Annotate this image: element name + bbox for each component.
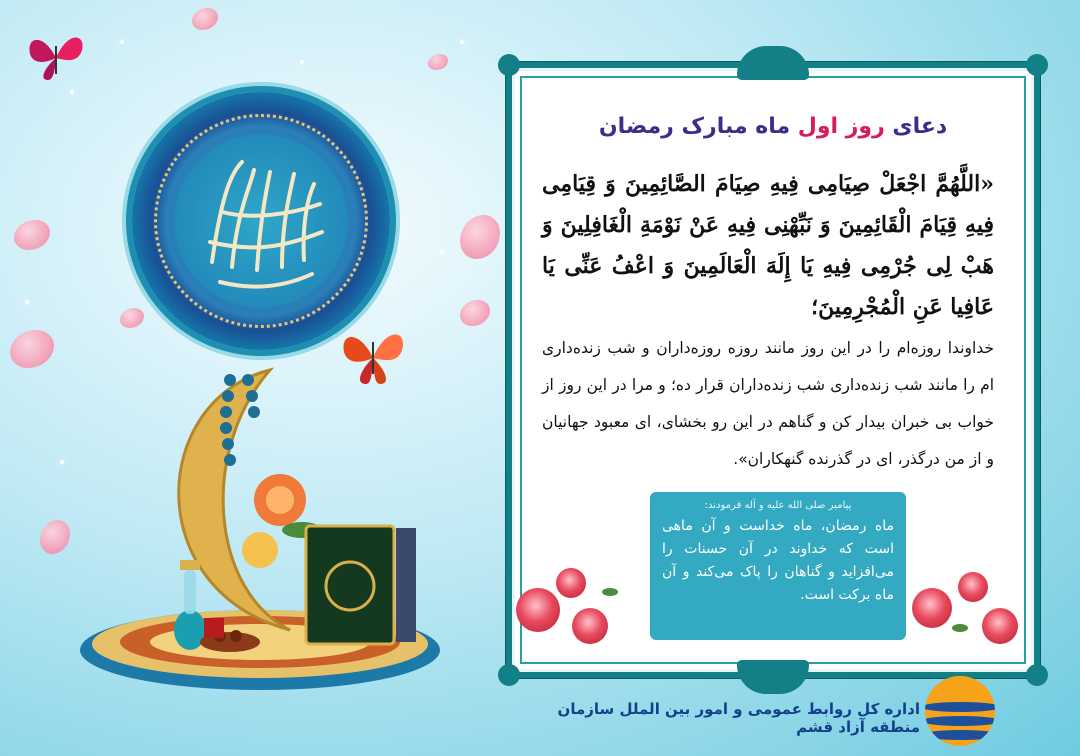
dua-translation: خداوندا روزه‌ام را در این روز مانند روزه روزه‌داران و شب زنده‌داری ام را مانند شب زنده‌داری شب زنده‌داران قرار ده؛ و مرا در این روز از خواب بی خبران بیدار کن و گناهم در این رو بخشای، ای معبود جهانیان و از من درگذر، ای در گذرنده گنهکاران». <box>542 339 994 468</box>
dua-frame <box>506 62 1040 678</box>
sparkle <box>60 460 64 464</box>
sparkle <box>120 40 124 44</box>
rose-decoration <box>572 608 608 644</box>
hadith-box <box>650 492 906 640</box>
rose-decoration <box>556 568 586 598</box>
frame-ornament-bottom <box>737 660 809 694</box>
dua-text: «اللَّهُمَّ اجْعَلْ صِيَامِی فِيهِ صِيَامَ الصَّائِمِينَ وَ قِيَامِی فِيهِ قِيَامَ الْقَائِمِينَ وَ نَبِّهْنِی فِيهِ عَنْ نَوْمَةِ الْغَافِلِينَ وَ هَبْ لِی جُرْمِی فِيهِ يَا إِلَهَ الْعَالَمِينَ وَ اعْفُ عَنِّی يَا عَافِيا عَنِ الْمُجْرِمِينَ؛ <box>542 171 994 320</box>
petal <box>460 300 490 326</box>
frame-corner <box>1026 54 1048 76</box>
frame-corner <box>498 54 520 76</box>
rose-decoration <box>912 588 952 628</box>
title-part1: دعای <box>892 114 948 139</box>
sparkle <box>460 40 464 44</box>
rose-decoration <box>958 572 988 602</box>
frame-corner <box>498 664 520 686</box>
sparkle <box>300 60 304 64</box>
petal <box>192 8 218 30</box>
rose-decoration <box>982 608 1018 644</box>
leaf-decoration <box>952 624 968 632</box>
calligraphy-medallion <box>132 92 390 350</box>
calligraphy-icon <box>132 92 390 350</box>
petal <box>460 215 500 259</box>
sparkle <box>440 250 444 254</box>
petal <box>40 520 70 554</box>
title-accent: روز اول <box>797 114 885 139</box>
page-title <box>542 114 1004 139</box>
rose-decoration <box>516 588 560 632</box>
organization-logo-icon <box>925 676 995 746</box>
sparkle <box>25 300 29 304</box>
hadith-attribution: پیامبر صلی الله علیه و آله فرمودند: <box>704 500 852 511</box>
hadith-text: ماه رمضان، ماه خداست و آن ماهی است که خداوند در آن حسنات را می‌افزاید و گناهان را پاک می‌کند و آن ماه برکت است. <box>662 518 894 603</box>
frame-ornament-top <box>737 46 809 80</box>
frame-corner <box>1026 664 1048 686</box>
petal <box>10 330 54 368</box>
sparkle <box>70 90 74 94</box>
leaf-decoration <box>602 588 618 596</box>
petal <box>14 220 50 250</box>
organization-name: اداره کل روابط عمومی و امور بین الملل سازمان منطقه آزاد قشم <box>557 700 920 736</box>
title-part2: ماه مبارک رمضان <box>598 114 791 139</box>
ramadan-scene-illustration <box>80 360 500 700</box>
butterfly-icon <box>24 28 88 88</box>
petal <box>428 54 448 70</box>
